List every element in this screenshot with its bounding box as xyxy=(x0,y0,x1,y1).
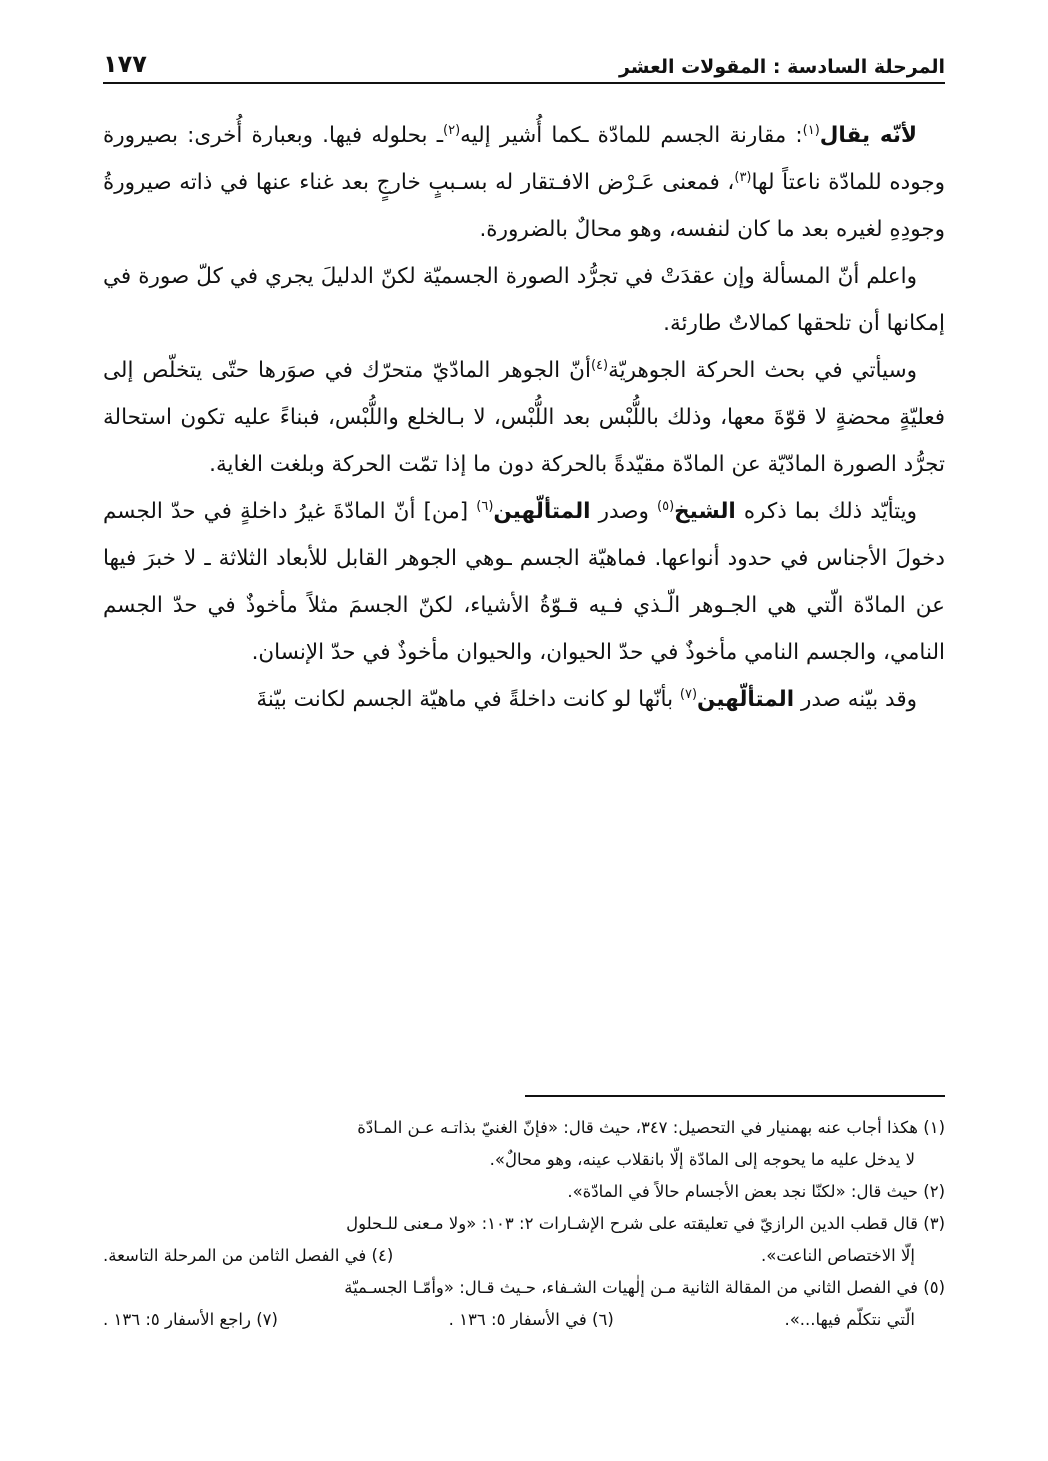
paragraph-3 xyxy=(103,347,945,488)
footnote-3-4-row xyxy=(103,1240,945,1272)
footnotes xyxy=(103,1112,945,1336)
footnote-1-line-2: لا يدخل عليه ما يحوجه إلى المادّة إلّا بانقلاب عينه، وهو محالٌ». xyxy=(489,1150,915,1169)
footnote-5-line-1: (٥) في الفصل الثاني من المقالة الثانية مـن إلٰهيات الشـفاء، حـيث قـال: «وأمّـا الجسـميّة xyxy=(344,1278,945,1297)
footnote-1-line-1: (١) هكذا أجاب عنه بهمنيار في التحصيل: ٣٤٧، حيث قال: «فإنّ الغنيّ بذاتـه عـن المـادّة xyxy=(357,1118,945,1137)
paragraph-4-text-c: [من] أنّ المادّةَ غيرُ داخلةٍ في حدّ الجسم دخولَ الأجناس في حدود أنواعها. فماهيّة الجسم ـوهي الجوهر القابل للأبعاد الثلاثة ـ لا خبرَ فيها عن المادّة الّتي هي الجـوهر الّـذي فـيه قـوّةُ الأشياء، لكنّ الجسمَ مثلاً مأخوذٌ في حدّ الجسم النامي، والجسم النامي مأخوذٌ في حدّ الحيوان، والحيوان مأخوذٌ في حدّ الإنسان. xyxy=(103,499,945,665)
footnote-6: (٦) في الأسفار ٥: ١٣٦ . xyxy=(448,1310,614,1329)
page-header xyxy=(103,38,945,84)
paragraph-5-text-a: وقد بيّنه صدر xyxy=(794,687,917,712)
paragraph-5-text-b: بأنّها لو كانت داخلةً في ماهيّة الجسم لكانت بيّنةَ xyxy=(256,687,680,712)
footnote-ref-2[interactable]: (٢) xyxy=(443,122,461,138)
running-title: المرحلة السادسة : المقولات العشر xyxy=(618,56,945,78)
footnote-3-line-2: إلّا الاختصاص الناعت». xyxy=(761,1246,915,1265)
lead-phrase: لأنّه يقال xyxy=(819,123,917,148)
paragraph-3-text-a: وسيأتي في بحث الحركة الجوهريّة xyxy=(608,358,917,383)
footnote-3-line-1: (٣) قال قطب الدين الرازيّ في تعليقته على شرح الإشـارات ٢: ١٠٣: «ولا مـعنى للـحلول xyxy=(346,1214,945,1233)
paragraph-4-text-b: وصدر xyxy=(590,499,658,524)
footnote-4: (٤) في الفصل الثامن من المرحلة التاسعة. xyxy=(103,1246,394,1265)
paragraph-1 xyxy=(103,112,945,253)
term-shaykh: الشيخ xyxy=(674,499,736,524)
main-text xyxy=(103,112,945,723)
page-number: ١٧٧ xyxy=(103,50,147,78)
footnote-1 xyxy=(103,1112,945,1176)
paragraph-2: واعلم أنّ المسألة وإن عقدَتْ في تجرُّد الصورة الجسميّة لكنّ الدليلَ يجري في كلّ صورة في إمكانها أن تلحقها كمالاتٌ طارئة. xyxy=(103,264,945,336)
footnote-5 xyxy=(103,1272,945,1336)
paragraph-1-text-b: ـ بحلوله فيها. وبعبارة أُخرى: بصيرورة وجوده للمادّة ناعتاً لها xyxy=(103,123,945,195)
footnote-ref-7[interactable]: (٧) xyxy=(679,686,698,702)
footnote-5-6-7-row xyxy=(103,1304,945,1336)
footnote-7: (٧) راجع الأسفار ٥: ١٣٦ . xyxy=(103,1310,278,1329)
footnote-5-line-2: الّتي نتكلّم فيها...». xyxy=(784,1310,915,1329)
footnote-ref-6[interactable]: (٦) xyxy=(476,498,494,514)
footnote-ref-4[interactable]: (٤) xyxy=(590,357,609,373)
footnote-ref-3[interactable]: (٣) xyxy=(734,169,752,185)
footnote-2: (٢) حيث قال: «لكنّا نجد بعض الأجسام حالاً في المادّة». xyxy=(567,1182,945,1201)
paragraph-3-text-b: أنّ الجوهر المادّيّ متحرّك في صوَرها حتّى يتخلّص إلى فعليّةٍ محضةٍ لا قوّةَ معها، وذلك باللُّبْس بعد اللُّبْس، لا بـالخلع واللُّبْس، فبناءً عليه تكون استحالة تجرُّد الصورة المادّيّة عن المادّة مقيّدةً بالحركة دون ما إذا تمّت الحركة وبلغت الغاية. xyxy=(103,358,945,477)
paragraph-5 xyxy=(103,676,945,723)
paragraph-1-text-a: : مقارنة الجسم للمادّة ـكما أُشير إليه xyxy=(460,123,803,148)
term-mutaallihin: المتألّهين xyxy=(493,499,591,524)
paragraph-1-text-c: ، فمعنى عَـرْض الافـتقار له بسـببٍ خارجٍ بعد غناء عنها في ذاته صيرورةُ وجودِهِ لغيره بعد ما كان لنفسه، وهو محالٌ بالضرورة. xyxy=(103,170,945,242)
footnote-3 xyxy=(103,1208,945,1272)
paragraph-4 xyxy=(103,488,945,676)
footnote-divider xyxy=(525,1095,945,1097)
footnote-ref-1[interactable]: (١) xyxy=(802,122,820,138)
footnote-ref-5[interactable]: (٥) xyxy=(657,498,675,514)
term-mutaallihin-2: المتألّهين xyxy=(697,687,795,712)
paragraph-4-text-a: ويتأيّد ذلك بما ذكره xyxy=(735,499,917,524)
